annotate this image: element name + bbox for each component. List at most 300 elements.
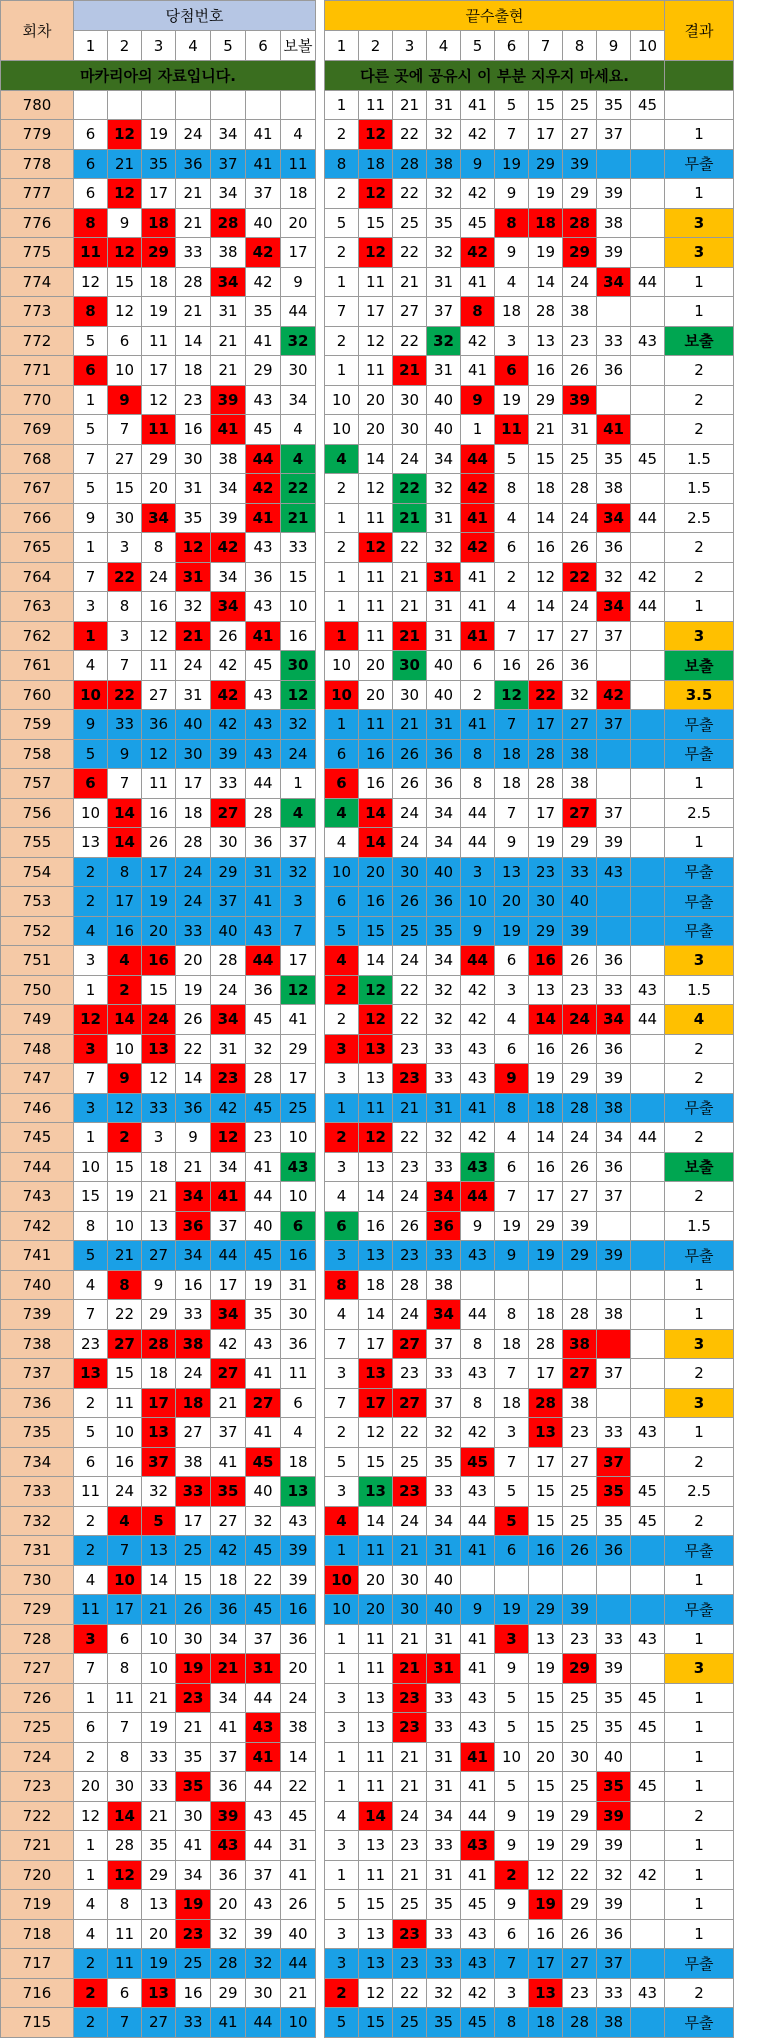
ending-number-cell [597,149,631,179]
ending-number-cell: 1 [325,356,359,386]
ending-number-cell: 44 [461,798,495,828]
ending-number-cell: 41 [461,1654,495,1684]
winning-number-cell: 32 [211,1919,246,1949]
winning-number-cell: 39 [211,503,246,533]
ending-number-cell: 25 [563,1683,597,1713]
winning-number-cell: 33 [281,533,316,563]
ending-number-cell: 8 [495,474,529,504]
table-row [1,1860,734,1890]
winning-number-cell: 10 [108,1034,142,1064]
ending-number-cell: 8 [325,149,359,179]
ending-number-cell [597,1595,631,1625]
winning-number-cell: 19 [142,297,176,327]
winning-number-cell: 37 [211,1211,246,1241]
winning-number-cell: 12 [108,1093,142,1123]
table-row [1,1978,734,2008]
winning-number-cell: 23 [74,1329,108,1359]
ending-number-cell: 44 [461,1801,495,1831]
ending-number-cell: 30 [393,857,427,887]
winning-number-cell: 27 [211,1506,246,1536]
winning-number-cell: 3 [74,1093,108,1123]
round-cell: 744 [1,1152,74,1182]
winning-number-cell: 6 [108,326,142,356]
table-row [1,90,734,120]
ending-number-cell: 39 [563,1595,597,1625]
table-row [1,1654,734,1684]
ending-number-cell: 37 [597,1447,631,1477]
ending-number-cell: 14 [359,828,393,858]
ending-number-cell: 45 [631,1477,665,1507]
winning-number-cell: 6 [281,1211,316,1241]
winning-number-cell: 28 [108,1831,142,1861]
ending-number-cell: 20 [495,887,529,917]
ending-number-cell: 13 [529,1978,563,2008]
table-row [1,238,734,268]
ending-number-cell: 32 [427,1978,461,2008]
round-cell: 771 [1,356,74,386]
ending-number-cell: 41 [461,90,495,120]
ending-number-cell: 45 [631,1683,665,1713]
ending-number-cell: 27 [563,1949,597,1979]
table-row [1,1034,734,1064]
winning-number-cell: 21 [142,1595,176,1625]
winning-number-cell: 10 [281,1123,316,1153]
winning-number-cell: 30 [281,356,316,386]
ending-number-cell: 37 [597,1949,631,1979]
winning-number-cell: 13 [74,1359,108,1389]
winning-number-cell: 8 [108,857,142,887]
ending-number-cell [597,1211,631,1241]
winning-number-cell: 36 [211,1595,246,1625]
winning-number-cell: 29 [281,1034,316,1064]
round-cell: 736 [1,1388,74,1418]
winning-number-cell: 8 [74,297,108,327]
ending-number-cell: 6 [325,739,359,769]
ending-number-cell: 14 [359,1801,393,1831]
winning-number-cell: 5 [74,474,108,504]
table-row [1,710,734,740]
round-cell: 716 [1,1978,74,2008]
ending-number-cell: 43 [461,1949,495,1979]
ending-number-cell: 43 [461,1152,495,1182]
table-row [1,1211,734,1241]
winning-number-cell: 8 [142,533,176,563]
ending-number-cell: 19 [529,179,563,209]
win-col-header: 3 [142,31,176,61]
gap-cell [316,916,325,946]
ending-number-cell: 4 [325,1801,359,1831]
ending-number-cell: 39 [597,1654,631,1684]
ending-number-cell: 24 [393,828,427,858]
gap-cell [316,1211,325,1241]
table-row [1,1241,734,1271]
round-cell: 760 [1,680,74,710]
winning-number-cell: 15 [108,267,142,297]
ending-number-cell: 12 [359,1978,393,2008]
winning-number-cell: 33 [142,1742,176,1772]
winning-number-cell: 29 [246,356,281,386]
ending-number-cell: 23 [563,975,597,1005]
ending-number-cell: 31 [427,1536,461,1566]
result-cell: 1 [665,769,734,799]
winning-number-cell: 1 [74,1683,108,1713]
winning-number-cell: 5 [74,739,108,769]
ending-number-cell: 16 [359,769,393,799]
winning-number-cell: 36 [176,1211,211,1241]
winning-number-cell: 18 [281,1447,316,1477]
ending-number-cell: 11 [359,1772,393,1802]
ending-number-cell: 40 [427,1595,461,1625]
ending-number-cell: 21 [393,1654,427,1684]
winning-number-cell: 41 [211,1447,246,1477]
ending-number-cell: 27 [563,798,597,828]
ending-number-cell: 25 [563,1772,597,1802]
ending-number-cell: 41 [461,562,495,592]
ending-number-cell: 31 [427,1772,461,1802]
winning-number-cell: 32 [246,1506,281,1536]
result-cell: 무출 [665,1093,734,1123]
ending-number-cell [529,1270,563,1300]
ending-number-cell: 26 [393,1211,427,1241]
winning-number-cell: 41 [246,621,281,651]
round-cell: 719 [1,1890,74,1920]
winning-number-cell: 8 [108,1890,142,1920]
ending-number-cell: 30 [393,1565,427,1595]
ending-number-cell: 43 [461,1241,495,1271]
winning-number-cell: 15 [74,1182,108,1212]
gap-cell [316,651,325,681]
ending-number-cell: 31 [427,1860,461,1890]
winning-number-cell: 24 [281,1683,316,1713]
ending-number-cell [461,1565,495,1595]
ending-number-cell: 20 [359,651,393,681]
result-cell: 1 [665,1890,734,1920]
winning-number-cell: 8 [108,592,142,622]
result-cell: 3 [665,1654,734,1684]
ending-number-cell: 8 [495,1300,529,1330]
winning-number-cell: 37 [281,828,316,858]
table-row [1,1506,734,1536]
winning-number-cell: 16 [108,916,142,946]
winning-number-cell: 7 [74,562,108,592]
winning-number-cell: 22 [108,1300,142,1330]
winning-number-cell: 10 [74,798,108,828]
ending-number-cell: 3 [495,1978,529,2008]
ending-number-cell: 24 [393,798,427,828]
ending-number-cell: 30 [563,1742,597,1772]
result-cell: 1 [665,1624,734,1654]
table-row [1,356,734,386]
ending-number-cell: 35 [427,208,461,238]
table-row [1,975,734,1005]
winning-number-cell: 28 [246,798,281,828]
result-cell: 2 [665,1359,734,1389]
winning-number-cell: 11 [142,769,176,799]
round-cell: 728 [1,1624,74,1654]
winning-number-cell: 31 [246,857,281,887]
ending-number-cell [631,474,665,504]
gap-cell [316,1418,325,1448]
winning-number-cell: 45 [246,1005,281,1035]
winning-number-cell: 32 [281,326,316,356]
winning-number-cell: 31 [211,297,246,327]
ending-number-cell: 42 [631,1860,665,1890]
ending-number-cell: 11 [359,592,393,622]
ending-number-cell: 44 [631,592,665,622]
ending-number-cell [495,1270,529,1300]
ending-number-cell [631,1034,665,1064]
winning-number-cell: 18 [176,356,211,386]
ending-number-cell [631,120,665,150]
winning-number-cell: 12 [108,238,142,268]
ending-number-cell: 38 [563,1329,597,1359]
winning-number-cell: 16 [281,1241,316,1271]
ending-number-cell: 6 [495,946,529,976]
winning-number-cell: 11 [108,1388,142,1418]
gap-cell [316,238,325,268]
winning-number-cell: 29 [211,857,246,887]
ending-number-cell: 37 [597,621,631,651]
ending-number-cell: 15 [529,1506,563,1536]
ending-number-cell: 40 [427,680,461,710]
winning-number-cell: 4 [74,1890,108,1920]
winning-number-cell: 31 [176,680,211,710]
win-col-header: 5 [211,31,246,61]
ending-number-cell: 42 [461,1978,495,2008]
ending-number-cell: 34 [427,946,461,976]
gap-cell [316,1329,325,1359]
ending-number-cell: 9 [461,916,495,946]
winning-number-cell: 33 [176,1477,211,1507]
ending-number-cell: 21 [393,90,427,120]
winning-number-cell: 26 [142,828,176,858]
winning-number-cell: 28 [246,1064,281,1094]
gap-cell [316,208,325,238]
winning-number-cell: 17 [176,1506,211,1536]
result-cell: 1 [665,1713,734,1743]
winning-number-cell: 26 [211,621,246,651]
gap-cell [316,1624,325,1654]
ending-number-cell: 42 [631,562,665,592]
ending-number-cell: 34 [427,1801,461,1831]
winning-number-cell: 34 [211,1300,246,1330]
ending-number-cell: 5 [495,1683,529,1713]
ending-number-cell: 17 [359,1329,393,1359]
ending-number-cell: 29 [529,1595,563,1625]
ending-number-cell: 28 [563,1093,597,1123]
winning-number-cell: 32 [281,857,316,887]
ending-number-cell: 24 [393,1506,427,1536]
winning-number-cell: 28 [176,267,211,297]
winning-number-cell: 27 [246,1388,281,1418]
winning-number-cell: 36 [211,1772,246,1802]
winning-number-cell: 41 [246,1152,281,1182]
winning-number-cell: 31 [176,562,211,592]
winning-number-cell: 37 [211,149,246,179]
ending-number-cell: 33 [597,1978,631,2008]
gap-cell [316,1034,325,1064]
winning-number-cell: 26 [176,1005,211,1035]
ending-number-cell: 23 [393,1477,427,1507]
winning-number-cell: 2 [74,1506,108,1536]
ending-number-cell: 41 [461,1093,495,1123]
ending-number-cell: 34 [427,1506,461,1536]
ending-number-cell: 43 [461,1831,495,1861]
winning-number-cell: 27 [108,1329,142,1359]
ending-number-cell: 18 [529,2008,563,2038]
gap-cell [316,1949,325,1979]
round-cell: 742 [1,1211,74,1241]
round-header: 회차 [1,1,74,61]
winning-number-cell: 4 [74,1919,108,1949]
winning-number-cell: 39 [246,1919,281,1949]
ending-number-cell: 40 [427,415,461,445]
winning-number-cell: 13 [142,1978,176,2008]
winning-number-cell: 10 [108,1211,142,1241]
ending-number-cell: 19 [529,1801,563,1831]
gap-cell [316,297,325,327]
winning-number-cell: 4 [281,120,316,150]
gap-cell [316,946,325,976]
ending-number-cell [631,621,665,651]
ending-number-cell: 40 [427,385,461,415]
ending-number-cell: 19 [495,149,529,179]
ending-number-cell: 45 [461,208,495,238]
winning-number-cell: 37 [246,179,281,209]
winning-number-cell: 19 [246,1270,281,1300]
result-cell: 2 [665,1447,734,1477]
winning-number-cell: 19 [108,1182,142,1212]
ending-number-cell: 24 [393,946,427,976]
round-cell: 747 [1,1064,74,1094]
ending-number-cell: 24 [393,1801,427,1831]
ending-number-cell: 1 [325,1772,359,1802]
ending-number-cell: 37 [427,1388,461,1418]
ending-number-cell: 8 [461,297,495,327]
ending-number-cell: 1 [325,1536,359,1566]
ending-number-cell: 3 [495,975,529,1005]
ending-number-cell: 34 [427,798,461,828]
ending-number-cell: 25 [393,916,427,946]
table-row [1,208,734,238]
winning-number-cell: 1 [74,1831,108,1861]
winning-number-cell: 18 [142,208,176,238]
ending-number-cell: 23 [393,1919,427,1949]
ending-number-cell [631,1329,665,1359]
round-cell: 729 [1,1595,74,1625]
winning-number-cell: 10 [142,1624,176,1654]
winning-number-cell: 14 [142,1565,176,1595]
ending-number-cell: 1 [325,592,359,622]
ending-number-cell: 44 [461,946,495,976]
table-row [1,533,734,563]
winning-number-cell: 16 [281,621,316,651]
ending-number-cell: 3 [461,857,495,887]
gap-cell [316,1506,325,1536]
ending-number-cell: 35 [597,90,631,120]
table-row [1,592,734,622]
gap-cell [316,1536,325,1566]
winning-number-cell: 41 [246,503,281,533]
gap-cell [316,474,325,504]
winning-number-cell: 25 [176,1536,211,1566]
ending-number-cell: 42 [461,1005,495,1035]
ending-number-cell: 35 [427,916,461,946]
result-cell: 4 [665,1005,734,1035]
result-cell: 무출 [665,739,734,769]
ending-number-cell: 9 [495,828,529,858]
winning-number-cell: 22 [246,1565,281,1595]
ending-number-cell: 19 [495,1595,529,1625]
winning-number-cell: 6 [74,179,108,209]
ending-number-cell: 38 [563,1388,597,1418]
ending-number-cell: 15 [359,916,393,946]
round-cell: 774 [1,267,74,297]
ending-number-cell: 35 [597,1713,631,1743]
result-cell: 3.5 [665,680,734,710]
gap-cell [316,1978,325,2008]
ending-number-cell: 5 [325,208,359,238]
ending-number-cell: 33 [427,1949,461,1979]
result-cell: 1.5 [665,975,734,1005]
ending-number-cell: 29 [563,828,597,858]
ending-number-cell [631,1211,665,1241]
ending-number-cell: 21 [529,415,563,445]
ending-number-cell: 33 [427,1064,461,1094]
ending-number-cell: 13 [359,1683,393,1713]
ending-number-cell: 18 [529,208,563,238]
ending-number-cell: 32 [427,326,461,356]
ending-number-cell: 25 [563,444,597,474]
ending-number-cell: 9 [495,238,529,268]
winning-number-cell: 36 [246,828,281,858]
ending-number-cell [597,1565,631,1595]
winning-number-cell: 7 [108,769,142,799]
result-cell: 1 [665,1742,734,1772]
table-row [1,828,734,858]
gap-cell [316,385,325,415]
ending-number-cell: 26 [393,887,427,917]
ending-number-cell: 11 [359,90,393,120]
winning-number-cell: 40 [281,1919,316,1949]
winning-number-cell: 30 [176,1624,211,1654]
winning-number-cell: 8 [74,1211,108,1241]
ending-number-cell: 10 [325,651,359,681]
winning-number-cell: 27 [108,444,142,474]
winning-number-cell: 21 [142,1801,176,1831]
winning-number-cell: 40 [176,710,211,740]
ending-number-cell [631,179,665,209]
ending-number-cell: 1 [325,1624,359,1654]
ending-number-cell: 42 [461,120,495,150]
winning-number-cell: 40 [211,916,246,946]
winning-number-cell: 5 [74,415,108,445]
ending-number-cell: 27 [563,621,597,651]
winning-number-cell: 42 [211,1093,246,1123]
round-cell: 770 [1,385,74,415]
winning-number-cell: 19 [176,975,211,1005]
ending-number-cell: 41 [461,1624,495,1654]
winning-number-cell: 12 [176,533,211,563]
banner-row [1,61,734,91]
gap-cell [316,503,325,533]
ending-number-cell: 21 [393,503,427,533]
win-col-header: 1 [74,31,108,61]
gap-cell [316,61,325,91]
ending-number-cell: 12 [529,1860,563,1890]
winning-number-cell: 20 [281,1654,316,1684]
ending-number-cell: 29 [563,238,597,268]
